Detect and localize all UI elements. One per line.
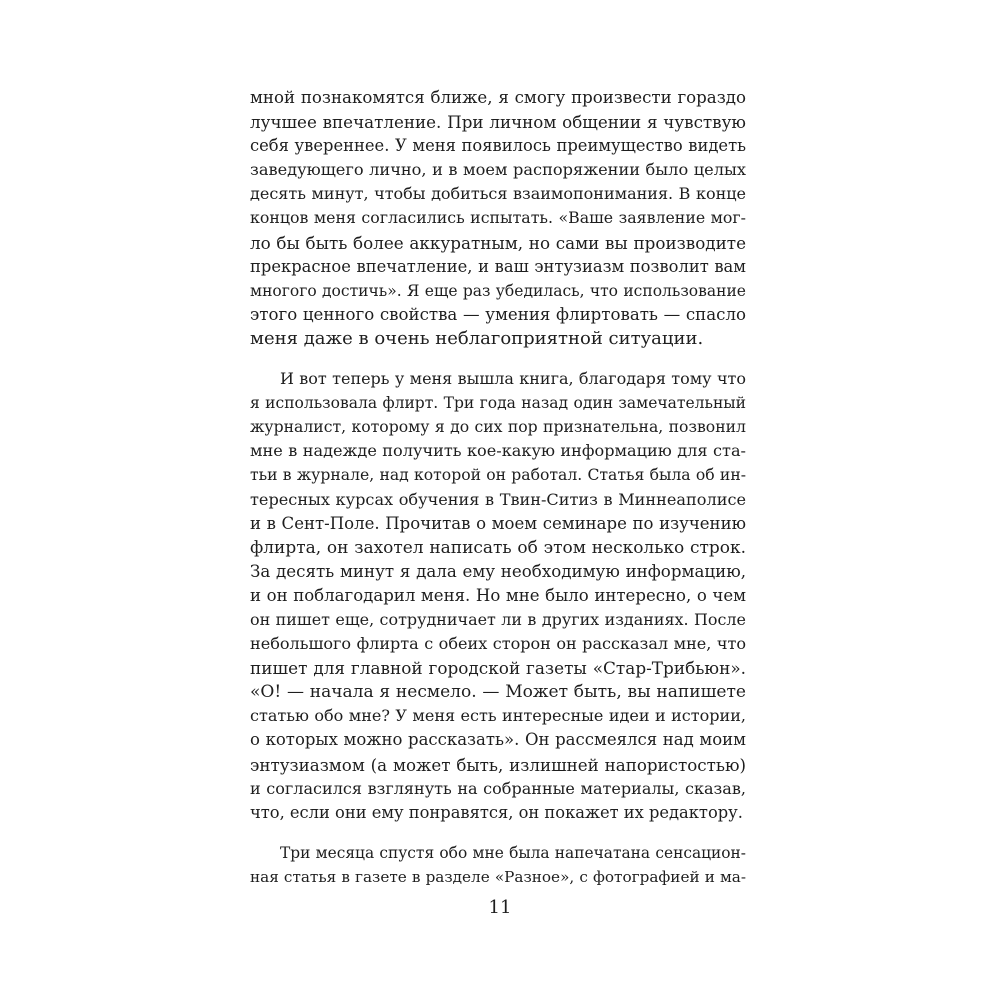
text-line: За десять минут я дала ему необходимую информацию,: [250, 561, 746, 581]
text-line: пишет для главной городской газеты «Стар-Трибьюн».: [250, 658, 746, 679]
body-text: [250, 86, 746, 889]
text-line: Три месяца спустя обо мне была напечатана сенсацион-: [280, 843, 746, 862]
text-line: о которых можно рассказать». Он рассмеялся над моим: [250, 730, 746, 750]
text-line: меня даже в очень неблагоприятной ситуации.: [250, 327, 704, 349]
text-line: что, если они ему понравятся, он покажет их редактору.: [250, 802, 743, 822]
text-line: концов меня согласились испытать. «Ваше заявление мог-: [250, 208, 746, 228]
text-line: этого ценного свойства — умения флиртовать — спасло: [250, 304, 746, 324]
text-line: мной познакомятся ближе, я смогу произвести гораздо: [250, 88, 746, 107]
text-line: ная статья в газете в разделе «Разное», с фотографией и ма-: [250, 867, 746, 886]
text-line: лучшее впечатление. При личном общении я чувствую: [250, 112, 746, 133]
text-line: тересных курсах обучения в Твин-Ситиз в Миннеаполисе: [250, 489, 746, 509]
text-line: тьи в журнале, над которой он работал. Статья была об ин-: [250, 466, 746, 485]
page-number: 11: [488, 897, 512, 918]
text-line: статью обо мне? У меня есть интересные идеи и истории,: [250, 706, 746, 726]
text-line: И вот теперь у меня вышла книга, благодаря тому что: [280, 369, 746, 389]
text-line: «О! — начала я несмело. — Может быть, вы напишете: [250, 682, 746, 703]
text-line: журналист, которому я до сих пор признательна, позвонил: [250, 417, 746, 437]
text-line: десять минут, чтобы добиться взаимопонимания. В конце: [250, 184, 746, 204]
text-line: и согласился взглянуть на собранные материалы, сказав,: [250, 778, 746, 798]
text-line: себя увереннее. У меня появилось преимущество видеть: [250, 136, 746, 156]
paragraph-2: [250, 367, 746, 825]
text-line: и в Сент-Поле. Прочитав о моем семинаре по изучению: [250, 513, 746, 533]
text-line: прекрасное впечатление, и ваш энтузиазм позволит вам: [250, 256, 746, 276]
text-line: он пишет еще, сотрудничает ли в других изданиях. После: [250, 609, 746, 629]
text-line: заведующего лично, и в моем распоряжении было целых: [250, 160, 746, 180]
text-line: ло бы быть более аккуратным, но сами вы производите: [250, 232, 746, 253]
text-line: и он поблагодарил меня. Но мне было интересно, о чем: [250, 585, 746, 605]
text-line: небольшого флирта с обеих сторон он рассказал мне, что: [250, 634, 746, 654]
text-line: флирта, он захотел написать об этом несколько строк.: [250, 537, 746, 558]
text-line: многого достичь». Я еще раз убедилась, что использование: [250, 281, 746, 300]
text-line: энтузиазмом (а может быть, излишней напористостью): [250, 754, 746, 775]
paragraph-1: [250, 86, 746, 351]
text-line: мне в надежде получить кое-какую информацию для ста-: [250, 441, 746, 461]
paragraph-3: [250, 841, 746, 889]
text-line: я использовала флирт. Три года назад один замечательный: [250, 394, 746, 413]
